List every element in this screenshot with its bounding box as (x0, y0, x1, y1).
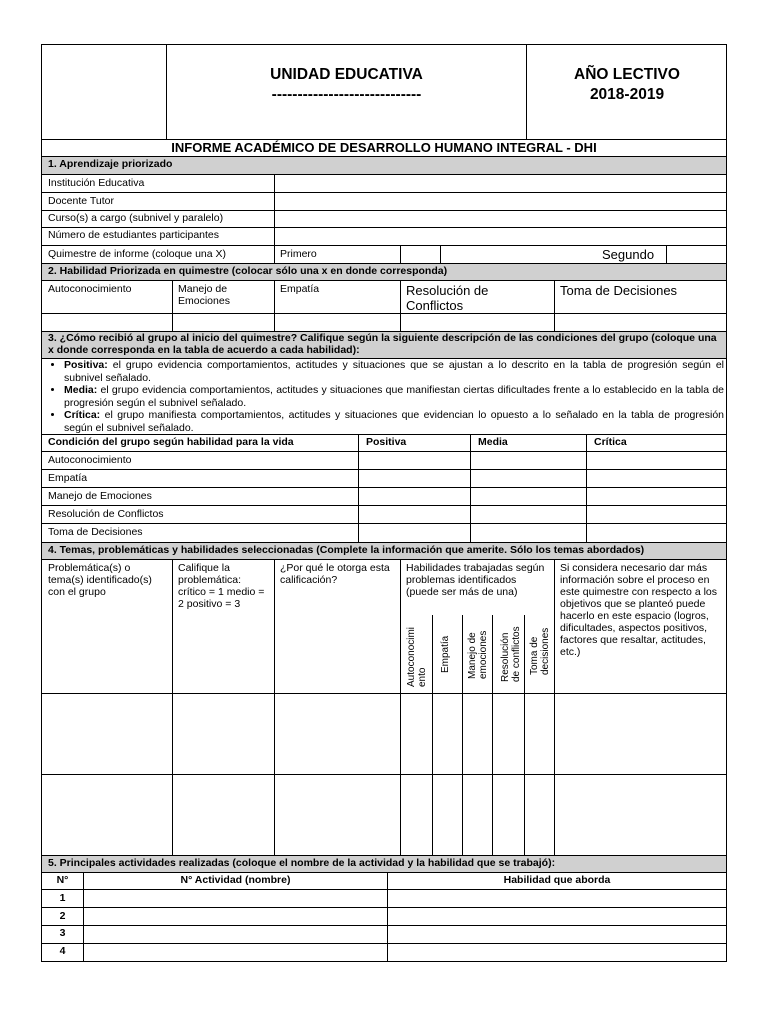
condition-cell[interactable] (587, 488, 726, 505)
condition-cell[interactable] (359, 506, 470, 523)
condition-cell[interactable] (471, 470, 586, 487)
skill-label-empatia: Empatía (280, 283, 320, 295)
condition-cell[interactable] (471, 506, 586, 523)
activity-name-input[interactable] (84, 944, 387, 961)
problem-column-header: Problemática(s) o tema(s) identificado(s) con el grupo (48, 562, 152, 598)
skill-label-resolucion: Resolución de Conflictos (406, 283, 489, 313)
condition-cell[interactable] (359, 524, 470, 541)
dhi-report-form (41, 44, 727, 962)
condition-row-toma-decisiones: Toma de Decisiones (48, 526, 143, 538)
condition-cell[interactable] (359, 470, 470, 487)
section5-heading: 5. Principales actividades realizadas (coloque el nombre de la actividad y la habilidad que se trabajó): (48, 857, 556, 869)
condition-cell[interactable] (471, 488, 586, 505)
section2-heading: 2. Habilidad Priorizada en quimestre (colocar sólo una x en donde corresponda) (48, 265, 448, 277)
vertical-skill-manejo: Manejo de emociones (467, 630, 489, 679)
condition-row-resolucion: Resolución de Conflictos (48, 508, 164, 520)
additional-info-header: Si considera necesario dar más información sobre el proceso en este quimestre con respecto a los objetivos que se planteó puede hacerlo en este espacio (logros, dificultades, aspectos positivos, factores que resaltar, actitudes, etc.) (560, 562, 717, 658)
activity-name-input[interactable] (84, 908, 387, 925)
field-label-students: Número de estudiantes participantes (48, 229, 220, 241)
logo-area (42, 45, 166, 139)
critica-column-header: Crítica (594, 436, 627, 448)
school-year-label: AÑO LECTIVO (574, 66, 680, 83)
media-column-header: Media (478, 436, 508, 448)
reason-column-header: ¿Por qué le otorga esta calificación? (280, 562, 390, 586)
quimestre-first-checkbox[interactable] (401, 246, 440, 262)
activity-row-number: 2 (59, 910, 66, 922)
institution-input[interactable] (275, 175, 726, 191)
condition-cell[interactable] (359, 488, 470, 505)
activity-column-header: N° Actividad (nombre) (180, 874, 291, 886)
students-input[interactable] (275, 228, 726, 244)
activity-name-input[interactable] (84, 890, 387, 907)
condition-row-autoconocimiento: Autoconocimiento (48, 454, 132, 466)
condition-cell[interactable] (587, 452, 726, 469)
definition-media: • Media: el grupo evidencia comportamientos, actitudes y situaciones que manifiestan ciertas dificultades frente a lo establecido en la tabla de progresión según el subnivel señalado. (64, 384, 724, 409)
skills-worked-header: Habilidades trabajadas según problemas identificados (puede ser más de una) (406, 562, 545, 598)
condition-cell[interactable] (359, 452, 470, 469)
skill-mark-resolucion[interactable] (401, 314, 554, 330)
vertical-skill-empatia: Empatía (440, 635, 451, 673)
condition-cell[interactable] (587, 524, 726, 541)
skill-mark-autoconocimiento[interactable] (42, 314, 172, 330)
skill-label-toma-decisiones: Toma de Decisiones (560, 283, 678, 298)
skill-label-manejo-emociones: Manejo de Emociones (178, 283, 230, 307)
activity-skill-input[interactable] (388, 890, 726, 907)
skill-mark-empatia[interactable] (275, 314, 400, 330)
positiva-column-header: Positiva (366, 436, 407, 448)
school-year-value: 2018-2019 (589, 86, 665, 103)
condition-cell[interactable] (587, 506, 726, 523)
skill-column-header: Habilidad que aborda (503, 874, 611, 886)
number-column-header: N° (56, 874, 69, 886)
skill-mark-manejo-emociones[interactable] (173, 314, 274, 330)
activity-row-number: 1 (59, 892, 66, 904)
condition-cell[interactable] (587, 470, 726, 487)
section3-heading: 3. ¿Cómo recibió al grupo al inicio del quimestre? Califique según la siguiente descripción de las condiciones del grupo (coloque una x donde corresponda en la tabla de acuerdo a cada habilidad): (48, 332, 717, 356)
activity-row-number: 4 (59, 945, 66, 957)
report-title: INFORME ACADÉMICO DE DESARROLLO HUMANO INTEGRAL - DHI (171, 140, 597, 155)
problem-entry-row[interactable] (42, 694, 726, 774)
definition-critica: • Crítica: el grupo manifiesta comportamientos, actitudes y situaciones que evidencian lo opuesto a lo señalado en la tabla de progresión según el subnivel señalado. (64, 409, 724, 434)
quimestre-first-label: Primero (280, 248, 317, 260)
field-label-course: Curso(s) a cargo (subnivel y paralelo) (48, 212, 224, 224)
section1-heading: 1. Aprendizaje priorizado (48, 158, 173, 170)
condition-cell[interactable] (471, 524, 586, 541)
skill-label-autoconocimiento: Autoconocimiento (48, 283, 132, 295)
field-label-tutor: Docente Tutor (48, 195, 114, 207)
institution-title: UNIDAD EDUCATIVA (270, 66, 423, 83)
quimestre-second-checkbox[interactable] (667, 246, 726, 262)
activity-skill-input[interactable] (388, 908, 726, 925)
institution-name-blank: ----------------------------- (271, 86, 422, 103)
skill-mark-toma-decisiones[interactable] (555, 314, 726, 330)
condition-row-manejo-emociones: Manejo de Emociones (48, 490, 152, 502)
condition-cell[interactable] (471, 452, 586, 469)
condition-definitions (46, 359, 724, 434)
tutor-input[interactable] (275, 193, 726, 209)
rating-column-header: Califique la problemática: crítico = 1 medio = 2 positivo = 3 (178, 562, 265, 610)
activity-skill-input[interactable] (388, 944, 726, 961)
vertical-skill-autoconocimiento: Autoconocimi ento (406, 626, 428, 687)
vertical-skill-toma: Toma de decisiones (529, 627, 551, 675)
vertical-skill-resolucion: Resolución de conflictos (500, 626, 522, 682)
problem-entry-row[interactable] (42, 775, 726, 855)
field-label-quimestre: Quimestre de informe (coloque una X) (48, 248, 227, 260)
section4-heading: 4. Temas, problemáticas y habilidades seleccionadas (Complete la información que amerite. Sólo los temas abordados) (48, 544, 645, 556)
activity-name-input[interactable] (84, 926, 387, 943)
activity-skill-input[interactable] (388, 926, 726, 943)
condition-row-empatia: Empatía (48, 472, 88, 484)
quimestre-second-label: Segundo (602, 247, 655, 262)
activity-row-number: 3 (59, 927, 66, 939)
definition-positiva: • Positiva: el grupo evidencia comportamientos, actitudes y situaciones que se ajustan a lo descrito en la tabla de progresión según el subnivel señalado. (64, 359, 724, 384)
course-input[interactable] (275, 211, 726, 227)
field-label-institution: Institución Educativa (48, 177, 145, 189)
condition-table-header: Condición del grupo según habilidad para la vida (48, 436, 294, 448)
